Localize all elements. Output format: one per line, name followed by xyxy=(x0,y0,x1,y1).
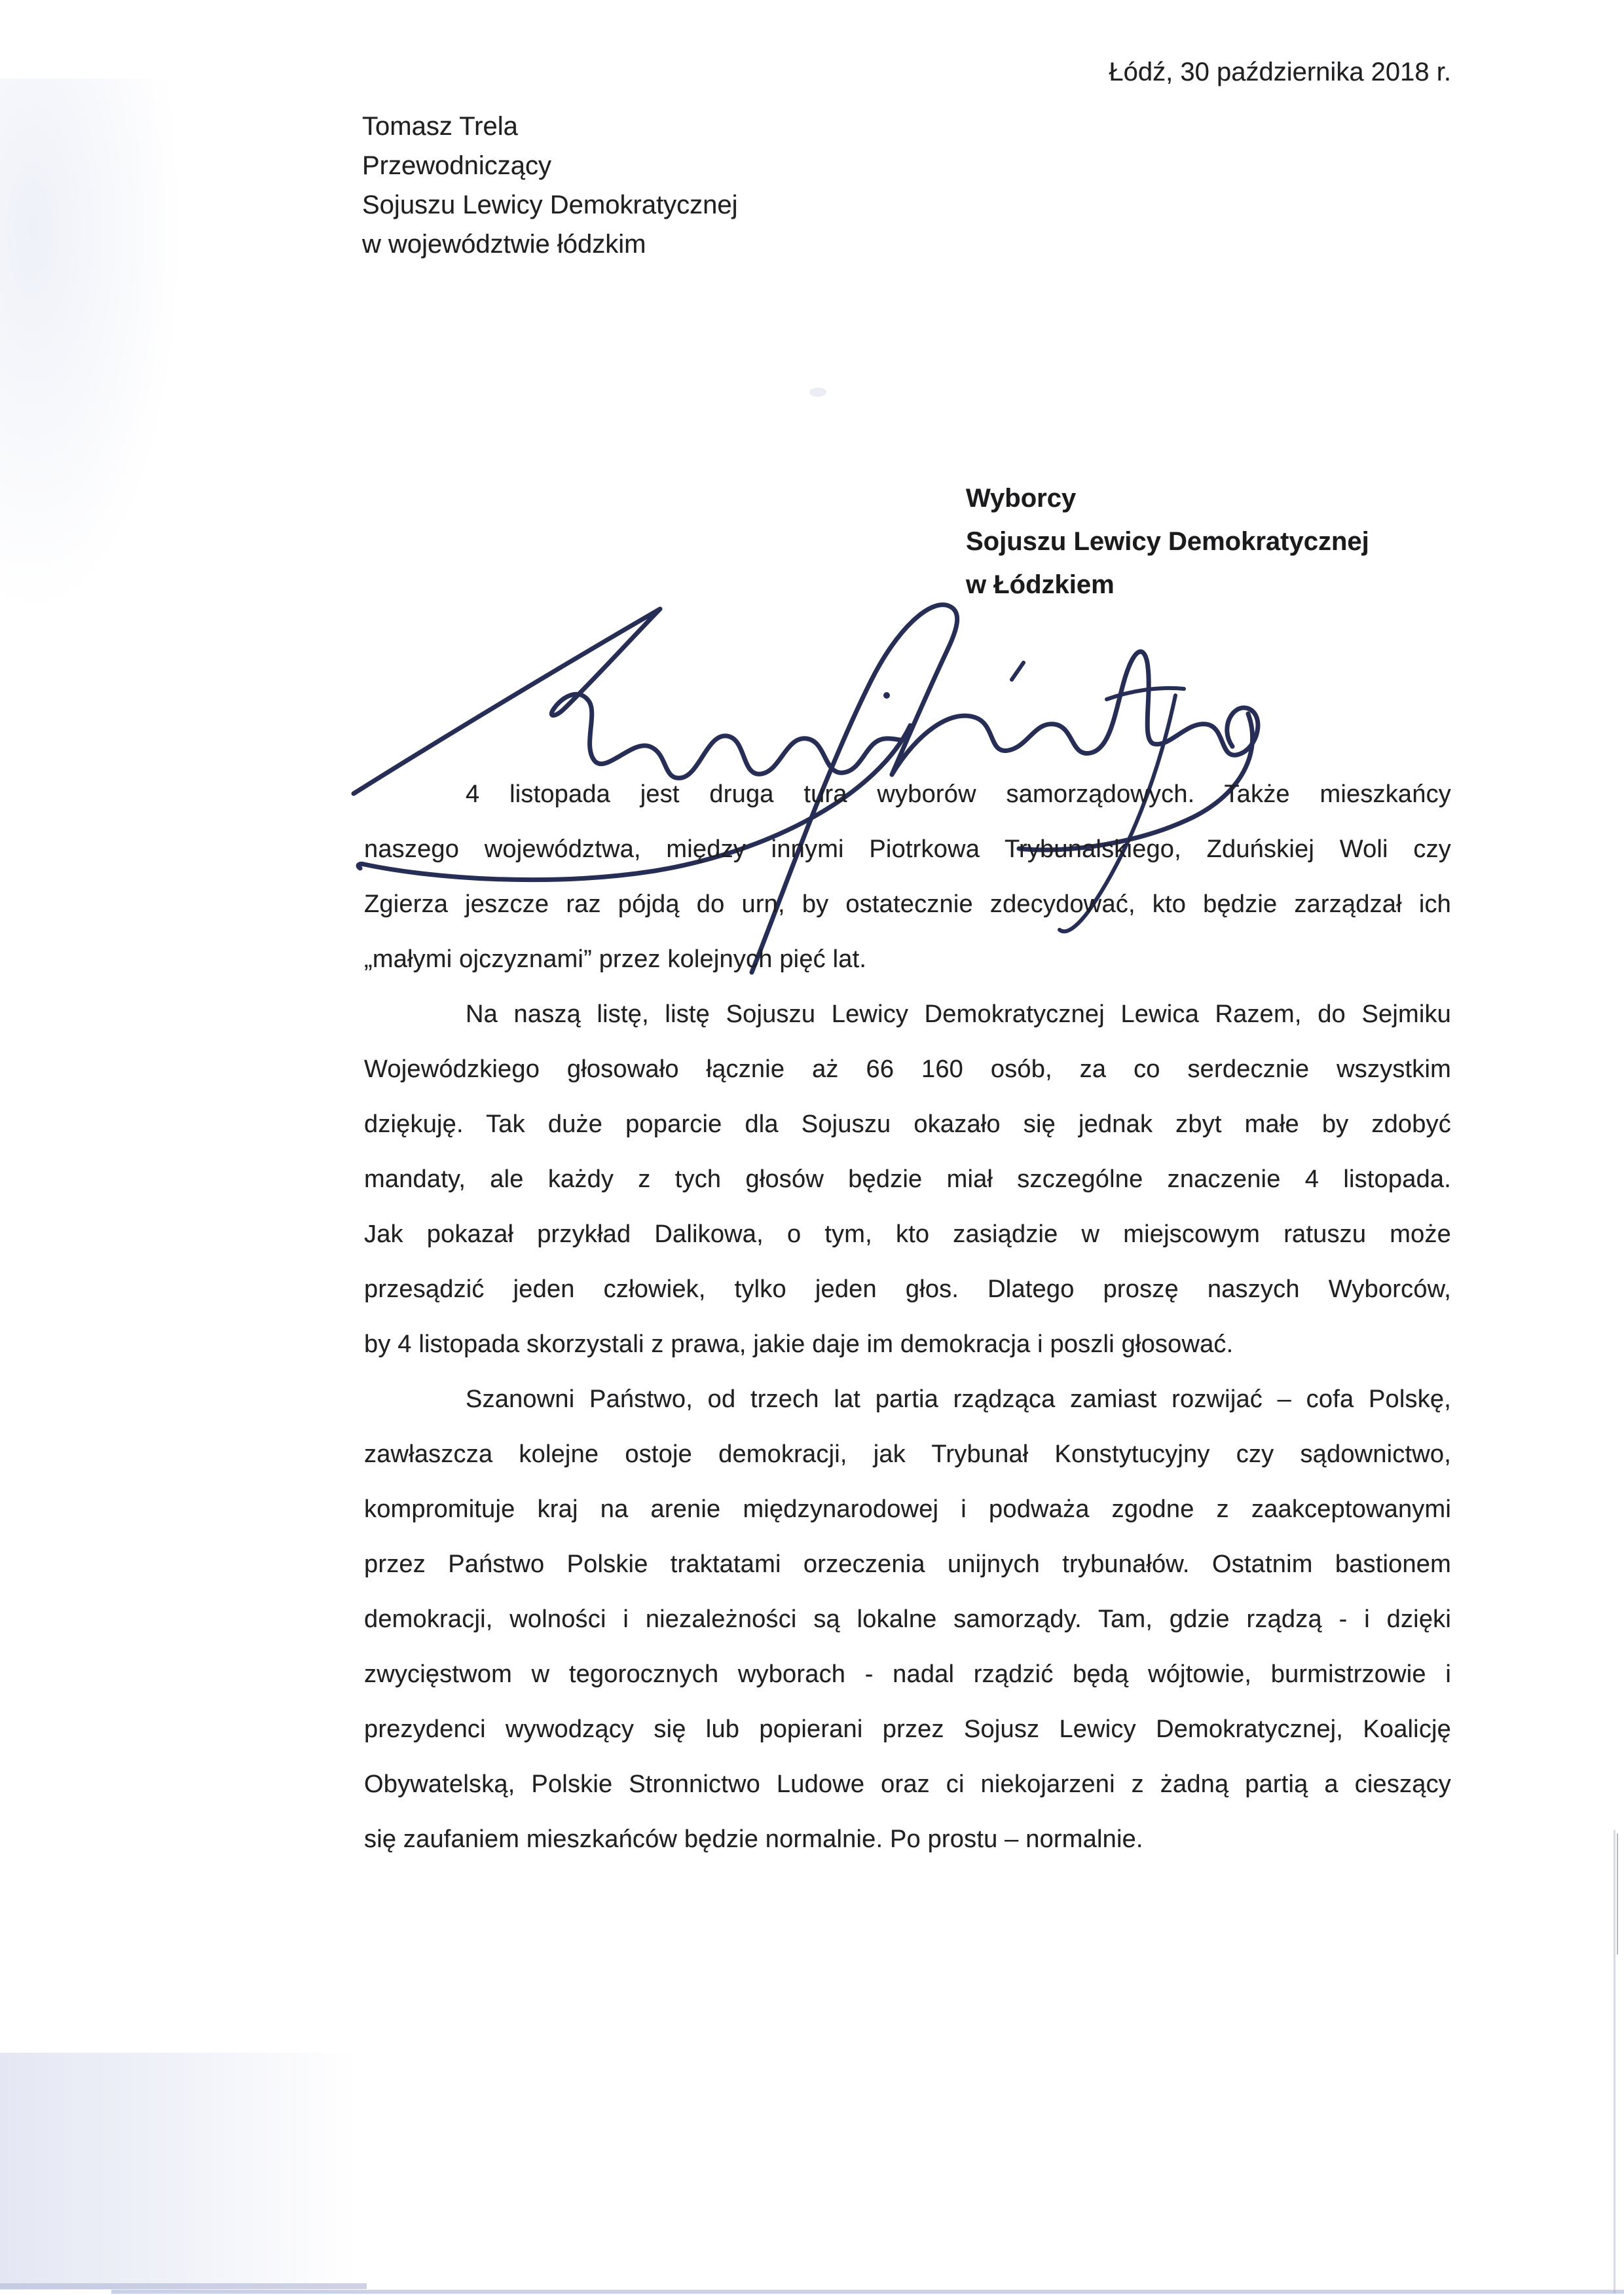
letter-body xyxy=(364,767,1451,1867)
body-line: kompromituje kraj na arenie międzynarodowej i podważa zgodne z zaakceptowanymi xyxy=(364,1496,1451,1523)
body-line: Zgierza jeszcze raz pójdą do urn, by ostatecznie zdecydować, kto będzie zarządzał ich xyxy=(364,890,1451,918)
body-line: przez Państwo Polskie traktatami orzeczenia unijnych trybunałów. Ostatnim bastionem xyxy=(364,1551,1451,1578)
scan-shadow-top-left xyxy=(0,79,183,615)
date-line: Łódź, 30 października 2018 r. xyxy=(1109,58,1451,86)
body-line: Szanowni Państwo, od trzech lat partia rządząca zamiast rozwijać – cofa Polskę, xyxy=(466,1386,1451,1413)
body-line: demokracji, wolności i niezależności są lokalne samorządy. Tam, gdzie rządzą - i dzięki xyxy=(364,1606,1451,1633)
body-line: „małymi ojczyznami” przez kolejnych pięć lat. xyxy=(364,946,867,973)
body-line: by 4 listopada skorzystali z prawa, jakie daje im demokracja i poszli głosować. xyxy=(364,1331,1234,1358)
sender-name: Tomasz Trela xyxy=(362,112,518,141)
sender-org-line1: Sojuszu Lewicy Demokratycznej xyxy=(362,191,738,219)
body-line: Na naszą listę, listę Sojuszu Lewicy Demokratycznej Lewica Razem, do Sejmiku xyxy=(466,1001,1451,1028)
body-line: dziękuję. Tak duże poparcie dla Sojuszu okazało się jednak zbyt małe by zdobyć xyxy=(364,1111,1451,1138)
sender-title: Przewodniczący xyxy=(362,151,552,180)
recipient-line3: w Łódzkiem xyxy=(966,570,1115,599)
sender-org-line2: w województwie łódzkim xyxy=(362,230,646,259)
body-line: mandaty, ale każdy z tych głosów będzie miał szczególne znaczenie 4 listopada. xyxy=(364,1166,1451,1193)
scan-bottom-edge-line xyxy=(111,2290,1624,2294)
sender-block xyxy=(362,107,738,264)
scan-shadow-bottom-edge xyxy=(0,2283,367,2289)
scan-speck xyxy=(809,388,826,397)
body-line: 4 listopada jest druga tura wyborów samorządowych. Także mieszkańcy xyxy=(466,780,1451,808)
body-line: się zaufaniem mieszkańców będzie normalnie. Po prostu – normalnie. xyxy=(364,1826,1143,1853)
body-line: przesądzić jeden człowiek, tylko jeden głos. Dlatego proszę naszych Wyborców, xyxy=(364,1276,1451,1303)
scan-right-edge-line xyxy=(1614,1830,1615,2294)
body-line: naszego województwa, między innymi Piotrkowa Trybunalskiego, Zduńskiej Woli czy xyxy=(364,835,1451,863)
body-line: zwycięstwom w tegorocznych wyborach - nadal rządzić będą wójtowie, burmistrzowie i xyxy=(364,1661,1451,1688)
body-line: Jak pokazał przykład Dalikowa, o tym, kto zasiądzie w miejscowym ratuszu może xyxy=(364,1221,1451,1248)
body-line: Obywatelską, Polskie Stronnictwo Ludowe oraz ci niekojarzeni z żadną partią a cieszący xyxy=(364,1771,1451,1798)
recipient-block xyxy=(966,477,1369,606)
body-line: zawłaszcza kolejne ostoje demokracji, jak Trybunał Konstytucyjny czy sądownictwo, xyxy=(364,1441,1451,1468)
recipient-line1: Wyborcy xyxy=(966,484,1077,513)
recipient-line2: Sojuszu Lewicy Demokratycznej xyxy=(966,527,1369,556)
body-line: Wojewódzkiego głosowało łącznie aż 66 160 osób, za co serdecznie wszystkim xyxy=(364,1056,1451,1083)
scan-shadow-bottom-left xyxy=(0,2053,406,2290)
body-line: prezydenci wywodzący się lub popierani przez Sojusz Lewicy Demokratycznej, Koalicję xyxy=(364,1716,1451,1743)
scan-right-edge-line-dark xyxy=(1617,1833,1618,1955)
